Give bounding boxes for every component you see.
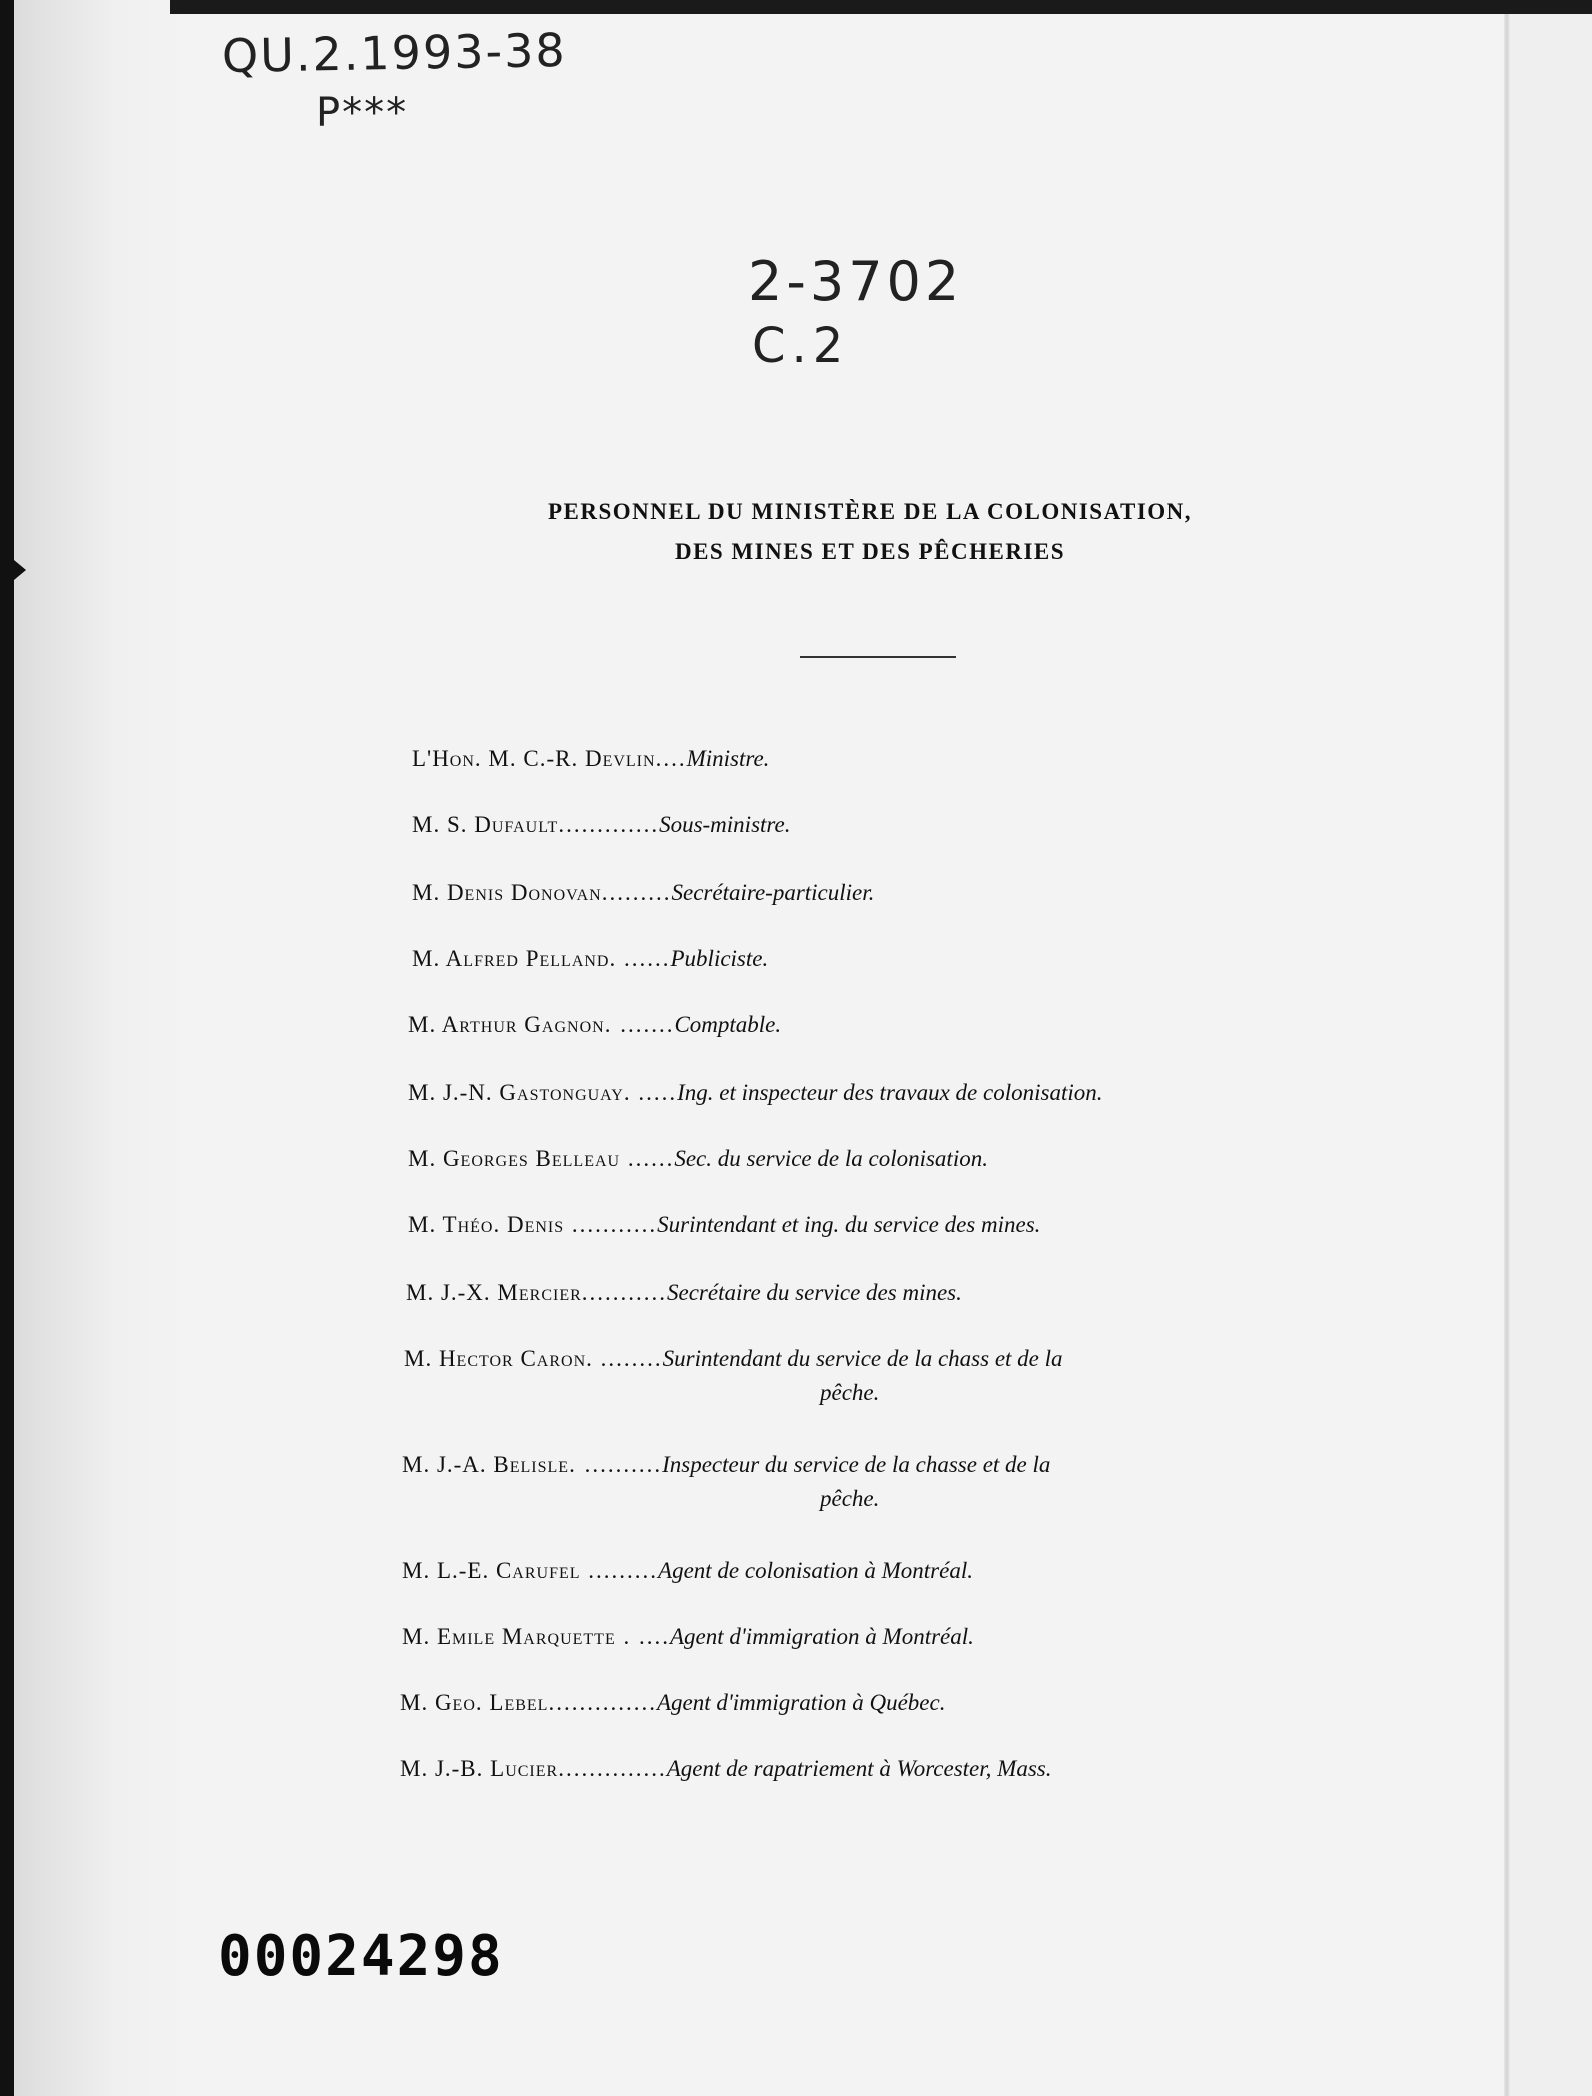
leader-dots: ......... (601, 880, 672, 905)
personnel-role: Surintendant et ing. du service des mines. (657, 1212, 1041, 1237)
leader-dots: ........... (564, 1212, 658, 1237)
edge-marker-icon (14, 560, 26, 580)
list-item (402, 1624, 974, 1650)
personnel-role-continuation: pêche. (820, 1380, 880, 1405)
top-edge (170, 0, 1592, 14)
personnel-name: M. Emile Marquette (402, 1624, 616, 1649)
list-item (406, 1280, 962, 1306)
binding-shadow (14, 0, 184, 2096)
personnel-role: Secrétaire-particulier. (671, 880, 875, 905)
list-item (412, 880, 874, 906)
personnel-role: Surintendant du service de la chass et de la (662, 1346, 1063, 1371)
personnel-role: Secrétaire du service des mines. (667, 1280, 962, 1305)
title-line-2: DES MINES ET DES PÊCHERIES (674, 539, 1066, 564)
personnel-name: M. Geo. Lebel (400, 1690, 549, 1715)
personnel-role: Sous-ministre. (659, 812, 791, 837)
list-item (412, 812, 790, 838)
leader-dots: ........ (592, 1346, 663, 1371)
leader-dots: ......... (580, 1558, 659, 1583)
personnel-role: Agent de rapatriement à Worcester, Mass. (666, 1756, 1052, 1781)
personnel-name: L'Hon. M. C.-R. Devlin (412, 746, 656, 771)
title-line-1: PERSONNEL DU MINISTÈRE DE LA COLONISATION, (547, 499, 1193, 524)
personnel-name: M. J.-N. Gastonguay. (408, 1080, 631, 1105)
leader-dots: ........... (581, 1280, 668, 1305)
inventory-stamp: 00024298 (218, 1924, 504, 1989)
personnel-name: M. Hector Caron. (404, 1346, 593, 1371)
personnel-name: M. Arthur Gagnon (408, 1012, 605, 1037)
list-item (412, 946, 768, 972)
leader-dots: .............. (558, 1756, 667, 1781)
personnel-name: M. J.-B. Lucier (400, 1756, 559, 1781)
title-divider (800, 656, 956, 658)
leader-dots: .............. (548, 1690, 657, 1715)
personnel-role: Publiciste. (670, 946, 769, 971)
leader-dots: ...... (616, 946, 671, 971)
leader-dots: .... (655, 746, 687, 771)
leader-dots: . .......... (569, 1452, 663, 1477)
list-item (400, 1756, 1051, 1782)
handwritten-catalog-ref: QU.2.1993-38 (221, 22, 568, 84)
personnel-name: M. Alfred Pelland. (412, 946, 617, 971)
leader-dots: . .... (615, 1624, 670, 1649)
list-item (402, 1452, 1050, 1478)
personnel-name: M. L.-E. Carufel (402, 1558, 581, 1583)
right-margin-strip (1510, 0, 1592, 2096)
personnel-role: Agent d'immigration à Montréal. (669, 1624, 974, 1649)
list-item (404, 1346, 1063, 1372)
handwritten-copy-number: C.2 (752, 318, 850, 374)
personnel-name: M. S. Dufault (412, 812, 559, 837)
personnel-role: Agent de colonisation à Montréal. (658, 1558, 973, 1583)
leader-dots: ..... (630, 1080, 678, 1105)
personnel-name: M. Georges Belleau (408, 1146, 621, 1171)
leader-dots: . ....... (604, 1012, 675, 1037)
list-item (408, 1212, 1040, 1238)
leader-dots: ............. (558, 812, 660, 837)
personnel-role: Sec. du service de la colonisation. (674, 1146, 988, 1171)
list-item (408, 1146, 988, 1172)
personnel-role: Comptable. (674, 1012, 782, 1037)
personnel-role-continuation: pêche. (820, 1486, 880, 1511)
list-item (412, 746, 769, 772)
personnel-name: M. Théo. Denis (408, 1212, 565, 1237)
personnel-name: M. Denis Donovan (412, 880, 602, 905)
personnel-role: Inspecteur du service de la chasse et de la (662, 1452, 1051, 1477)
list-item (408, 1080, 1103, 1106)
list-item (408, 1012, 781, 1038)
leader-dots: ...... (620, 1146, 675, 1171)
list-item (402, 1558, 973, 1584)
handwritten-stars: P*** (316, 90, 409, 136)
personnel-role: Ministre. (686, 746, 770, 771)
personnel-role: Ing. et inspecteur des travaux de colonisation. (677, 1080, 1103, 1105)
personnel-name: M. J.-A. Belisle (402, 1452, 570, 1477)
page-title (470, 492, 1270, 572)
personnel-name: M. J.-X. Mercier (406, 1280, 582, 1305)
list-item (400, 1690, 945, 1716)
personnel-role: Agent d'immigration à Québec. (656, 1690, 946, 1715)
handwritten-call-number: 2-3702 (748, 250, 964, 313)
